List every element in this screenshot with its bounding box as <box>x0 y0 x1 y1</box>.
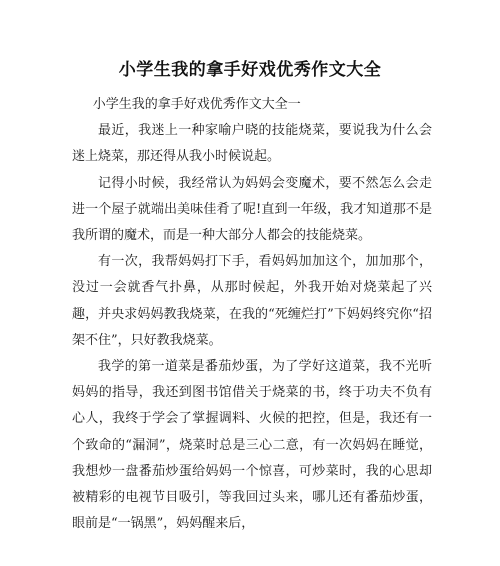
document-body <box>72 92 432 537</box>
paragraph: 我学的第一道菜是番茄炒蛋，为了学好这道菜，我不光听妈妈的指导，我还到图书馆借关于烧菜的书，终于功夫不负有心人，我终于学会了掌握调料、火候的把控，但是，我还有一个致命的“漏洞”，烧菜时总是三心二意，有一次妈妈在睡觉，我想炒一盘番茄炒蛋给妈妈一个惊喜，可炒菜时，我的心思却被精彩的电视节目吸引，等我回过头来，哪儿还有番茄炒蛋，眼前是“一锅黑”，妈妈醒来后， <box>72 359 432 532</box>
paragraph: 有一次，我帮妈妈打下手，看妈妈加加这个，加加那个，没过一会就香气扑鼻，从那时候起，外我开始对烧菜起了兴趣，并央求妈妈教我烧菜，在我的“死缠烂打”下妈妈终究你“招架不住”，只好教我烧菜。 <box>72 254 432 348</box>
paragraph: 记得小时候，我经常认为妈妈会变魔术，要不然怎么会走进一个屋子就端出美味佳肴了呢!直到一年级，我才知道那不是我所谓的魔术，而是一种大部分人都会的技能烧菜。 <box>72 175 432 244</box>
paragraph: 最近，我迷上一种家喻户晓的技能烧菜，要说我为什么会迷上烧菜，那还得从我小时候说起。 <box>72 123 432 165</box>
document-title: 小学生我的拿手好戏优秀作文大全 <box>118 60 382 80</box>
document-subtitle: 小学生我的拿手好戏优秀作文大全一 <box>92 97 301 112</box>
